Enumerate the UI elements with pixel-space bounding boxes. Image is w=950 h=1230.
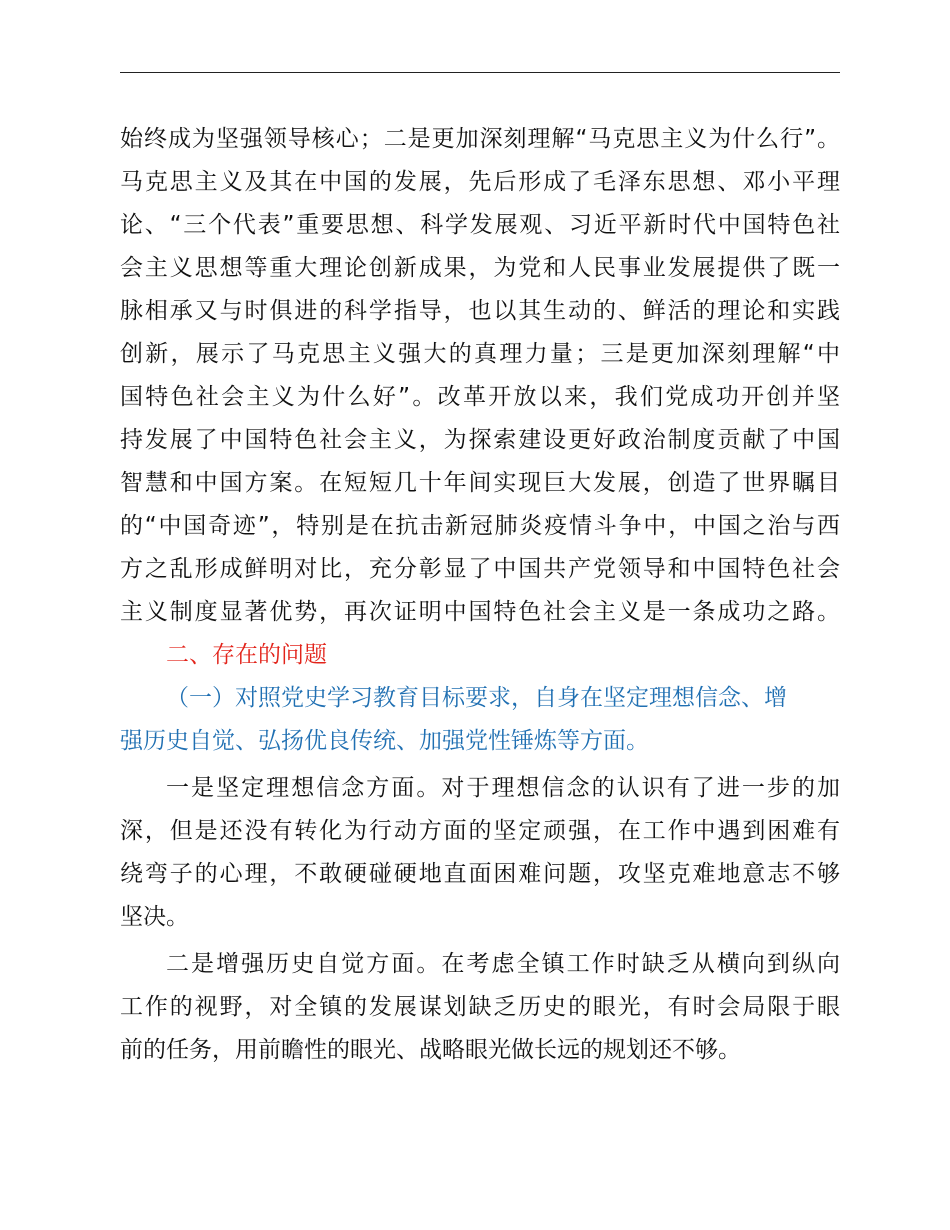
paragraph-history [120, 943, 840, 1072]
text-line: 主义制度显著优势，再次证明中国特色社会主义是一条成功之路。 [120, 599, 840, 625]
subheading-line: 强历史自觉、弘扬优良传统、加强党性锤炼等方面。 [120, 728, 649, 754]
text-line: 始终成为坚强领导核心；二是更加深刻理解“马克思主义为什么行”。 [120, 126, 840, 152]
text-line: 前的任务，用前瞻性的眼光、战略眼光做长远的规划还不够。 [120, 1037, 741, 1063]
document-body [120, 118, 840, 1072]
paragraph-ideals [120, 767, 840, 939]
text-line: 一是坚定理想信念方面。对于理想信念的认识有了进一步的加 [166, 775, 840, 801]
text-line: 的“中国奇迹”，特别是在抗击新冠肺炎疫情斗争中，中国之治与西 [120, 513, 840, 539]
text-line: 方之乱形成鲜明对比，充分彰显了中国共产党领导和中国特色社会 [120, 556, 840, 582]
text-line: 持发展了中国特色社会主义，为探索建设更好政治制度贡献了中国 [120, 427, 840, 453]
text-line: 会主义思想等重大理论创新成果，为党和人民事业发展提供了既一 [120, 255, 840, 281]
paragraph-continuation [120, 118, 840, 634]
text-line: 绕弯子的心理，不敢硬碰硬地直面困难问题，攻坚克难地意志不够 [120, 861, 840, 887]
text-line: 工作的视野，对全镇的发展谋划缺乏历史的眼光，有时会局限于眼 [120, 994, 840, 1020]
text-line: 马克思主义及其在中国的发展，先后形成了毛泽东思想、邓小平理 [120, 169, 840, 195]
text-line: 智慧和中国方案。在短短几十年间实现巨大发展，创造了世界瞩目 [120, 470, 840, 496]
subsection-heading [120, 677, 840, 763]
section-heading [120, 634, 840, 677]
subheading-line: （一）对照党史学习教育目标要求，自身在坚定理想信念、增 [166, 685, 787, 711]
text-line: 论、“三个代表”重要思想、科学发展观、习近平新时代中国特色社 [120, 212, 840, 238]
text-line: 国特色社会主义为什么好”。改革开放以来，我们党成功开创并坚 [120, 384, 840, 410]
text-line: 创新，展示了马克思主义强大的真理力量；三是更加深刻理解“中 [120, 341, 840, 367]
text-line: 深，但是还没有转化为行动方面的坚定顽强，在工作中遇到困难有 [120, 818, 840, 844]
header-rule [120, 72, 840, 73]
text-line: 坚决。 [120, 904, 189, 930]
heading-line: 二、存在的问题 [166, 642, 327, 668]
text-line: 二是增强历史自觉方面。在考虑全镇工作时缺乏从横向到纵向 [166, 951, 840, 977]
text-line: 脉相承又与时俱进的科学指导，也以其生动的、鲜活的理论和实践 [120, 298, 840, 324]
